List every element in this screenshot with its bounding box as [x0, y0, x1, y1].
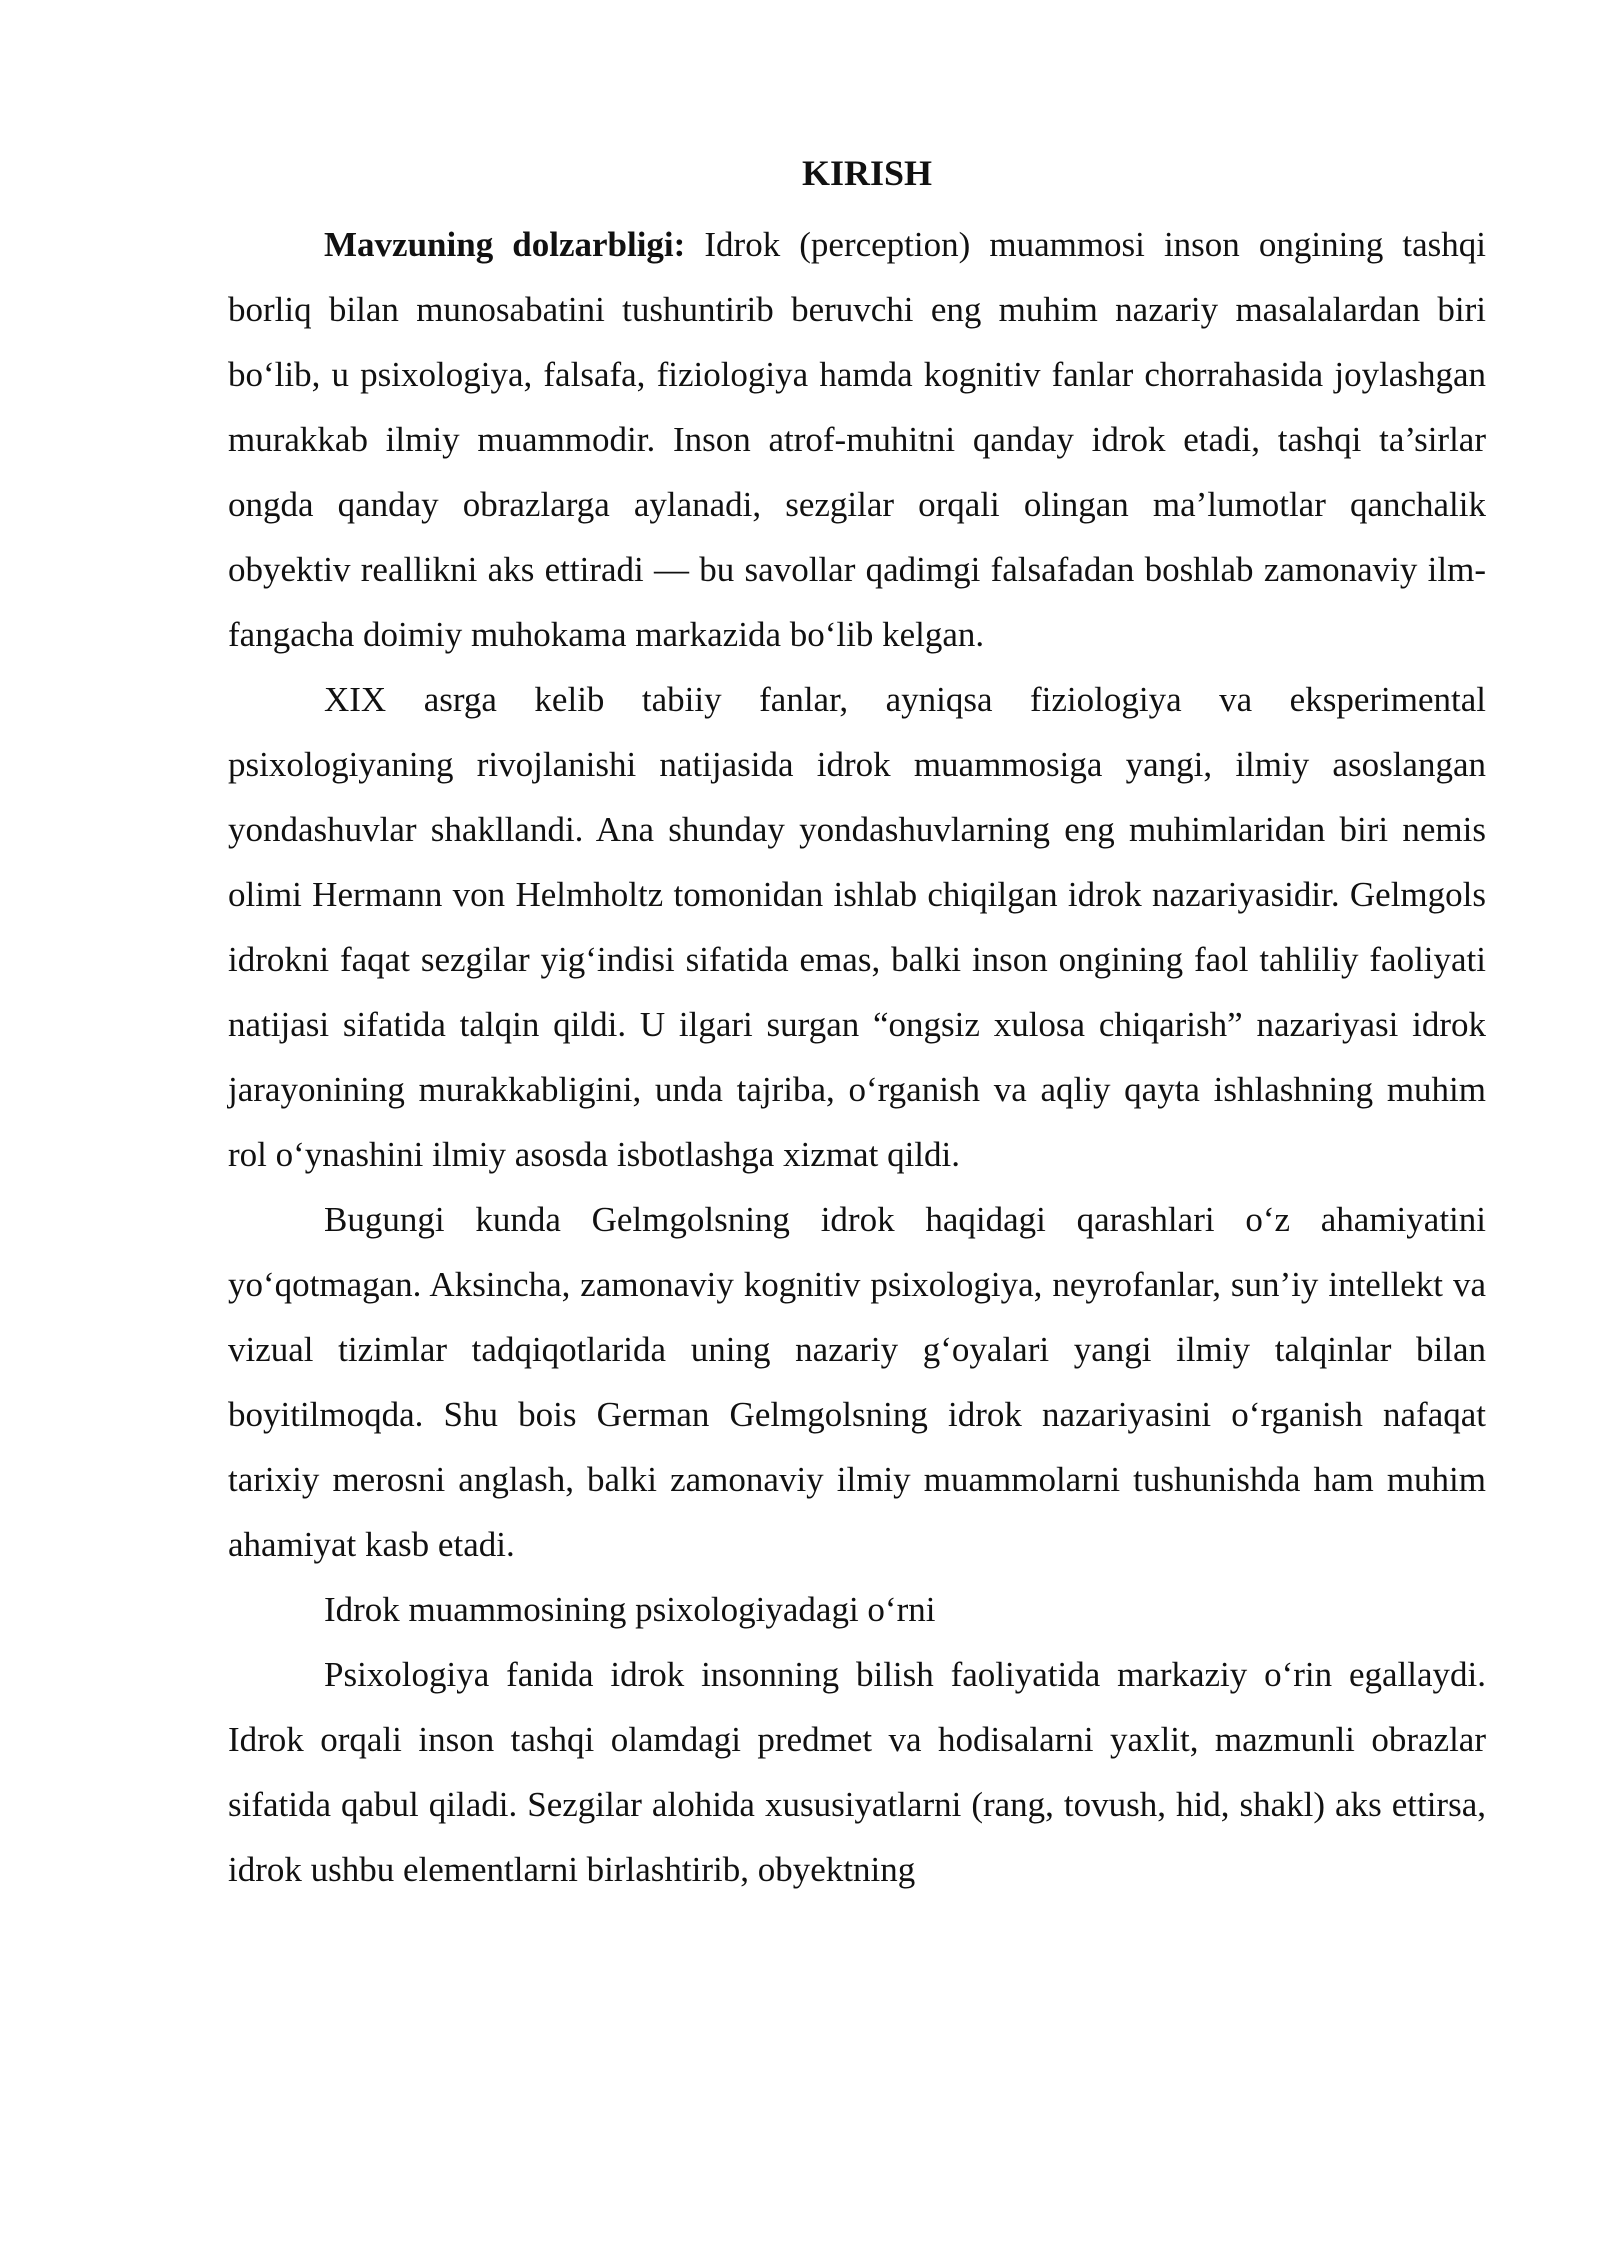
paragraph-relevance [228, 212, 1486, 667]
paragraph-modern-significance: Bugungi kunda Gelmgolsning idrok haqidagi qarashlari o‘z ahamiyatini yo‘qotmagan. Aksincha, zamonaviy kognitiv psixologiya, neyrofanlar, sun’iy intellekt va vizual tizimlar tadqiqotlarida uning nazariy g‘oyalari yangi ilmiy talqinlar bilan boyitilmoqda. Shu bois German Gelmgolsning idrok nazariyasini o‘rganish nafaqat tarixiy merosni anglash, balki zamonaviy ilmiy muammolarni tushunishda ham muhim ahamiyat kasb etadi. [228, 1200, 1486, 1564]
paragraph-helmholtz: XIX asrga kelib tabiiy fanlar, ayniqsa fiziologiya va eksperimental psixologiyaning rivojlanishi natijasida idrok muammosiga yangi, ilmiy asoslangan yondashuvlar shakllandi. Ana shunday yondashuvlarning eng muhimlaridan biri nemis olimi Hermann von Helmholtz tomonidan ishlab chiqilgan idrok nazariyasidir. Gelmgols idrokni faqat sezgilar yig‘indisi sifatida emas, balki inson ongining faol tahliliy faoliyati natijasi sifatida talqin qildi. U ilgari surgan “ongsiz xulosa chiqarish” nazariyasi idrok jarayonining murakkabligini, unda tajriba, o‘rganish va aqliy qayta ishlashning muhim rol o‘ynashini ilmiy asosda isbotlashga xizmat qildi. [228, 680, 1486, 1174]
paragraph-psychology-role: Psixologiya fanida idrok insonning bilish faoliyatida markaziy o‘rin egallaydi. Idrok orqali inson tashqi olamdagi predmet va hodisalarni yaxlit, mazmunli obrazlar sifatida qabul qiladi. Sezgilar alohida xususiyatlarni (rang, tovush, hid, shakl) aks ettirsa, idrok ushbu elementlarni birlashtirib, obyektning [228, 1655, 1486, 1889]
document-page [228, 146, 1486, 1902]
document-title: KIRISH [801, 153, 933, 193]
paragraph-lead: Mavzuning dolzarbligi: [324, 225, 686, 264]
paragraph-text: Idrok (perception) muammosi inson ongining tashqi borliq bilan munosabatini tushuntirib beruvchi eng muhim nazariy masalalardan biri bo‘lib, u psixologiya, falsafa, fiziologiya hamda kognitiv fanlar chorrahasida joylashgan murakkab ilmiy muammodir. Inson atrof-muhitni qanday idrok etadi, tashqi ta’sirlar ongda qanday obrazlarga aylanadi, sezgilar orqali olingan ma’lumotlar qanchalik obyektiv reallikni aks ettiradi — bu savollar qadimgi falsafadan boshlab zamonaviy ilm-fangacha doimiy muhokama markazida bo‘lib kelgan. [228, 225, 1486, 654]
section-subheading: Idrok muammosining psixologiyadagi o‘rni [324, 1590, 936, 1629]
